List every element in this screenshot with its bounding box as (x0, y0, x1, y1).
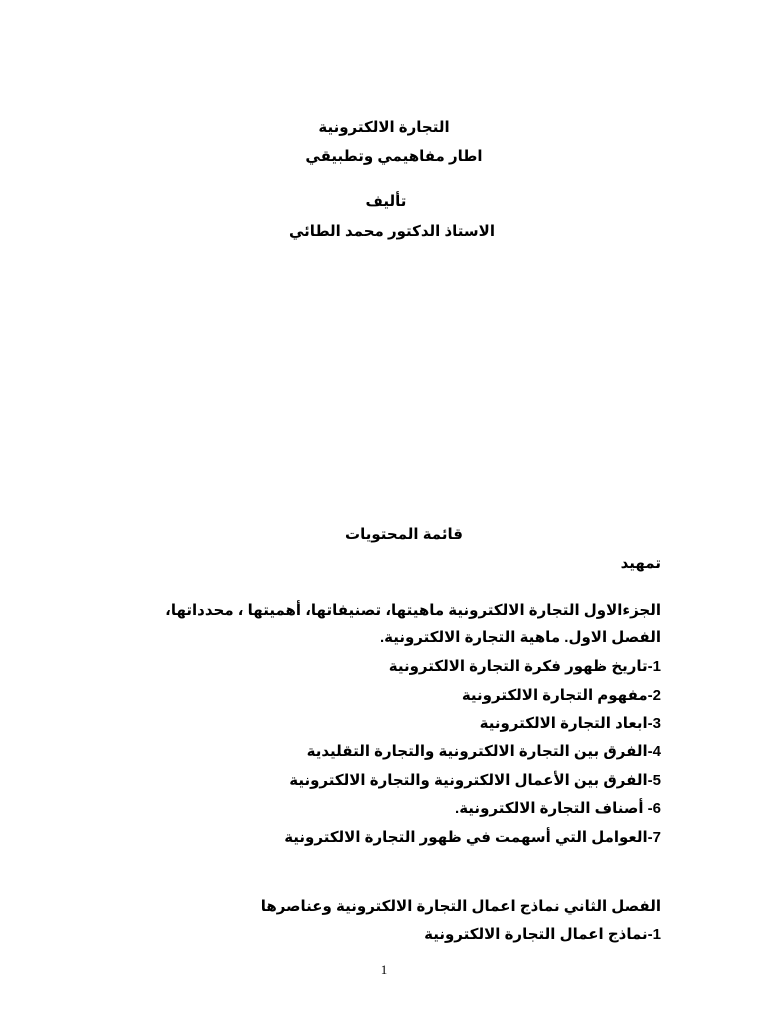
authorship-label: تأليف (365, 193, 407, 210)
chapter-one-item: 5-الفرق بين الأعمال الالكترونية والتجارة الالكترونية (289, 772, 661, 789)
book-title: التجارة الالكترونية (318, 119, 450, 136)
chapter-one-item: 6- أصناف التجارة الالكترونية. (455, 800, 661, 817)
chapter-one-entry: الفصل الاول. ماهية التجارة الالكترونية. (379, 629, 661, 646)
chapter-two-item: 1-نماذج اعمال التجارة الالكترونية (424, 926, 661, 943)
chapter-one-item: 2-مفهوم التجارة الالكترونية (461, 687, 661, 704)
author-name: الاستاذ الدكتور محمد الطائي (289, 223, 495, 240)
page-number: 1 (380, 962, 388, 977)
book-subtitle: اطار مفاهيمي وتطبيقي (305, 148, 483, 165)
chapter-one-item: 1-تاريخ ظهور فكرة التجارة الالكترونية (388, 658, 661, 675)
chapter-one-item: 4-الفرق بين التجارة الالكترونية والتجارة التقليدية (306, 743, 661, 760)
contents-heading: قائمة المحتويات (345, 526, 463, 543)
chapter-two-entry: الفصل الثاني نماذج اعمال التجارة الالكترونية وعناصرها (260, 898, 661, 915)
intro-entry: تمهيد (620, 555, 661, 572)
chapter-one-item: 7-العوامل التي أسهمت في ظهور التجارة الالكترونية (284, 829, 661, 846)
part-one-entry: الجزءالاول التجارة الالكترونية ماهيتها، تصنيفاتها، أهميتها ، محدداتها، (165, 602, 661, 619)
chapter-one-item: 3-ابعاد التجارة الالكترونية (479, 715, 661, 732)
